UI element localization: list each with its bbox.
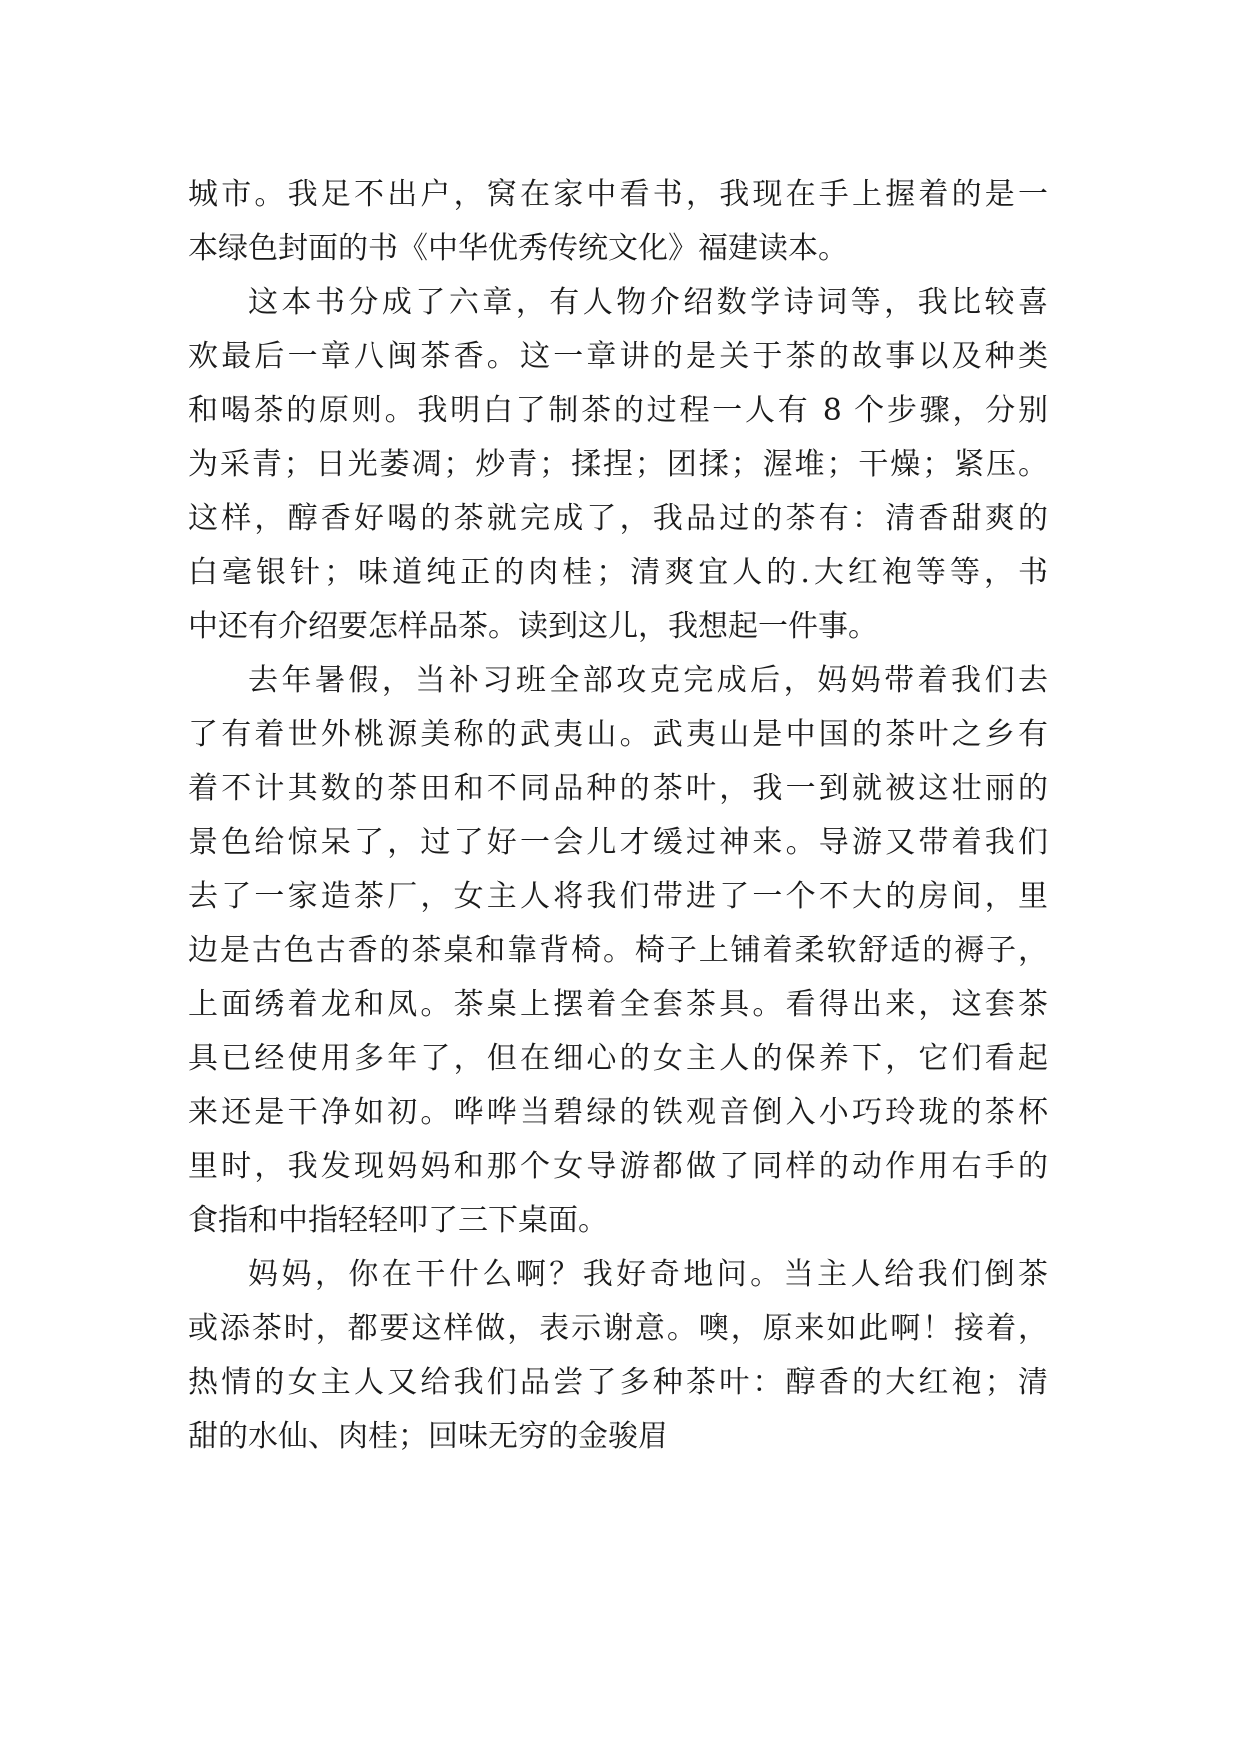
text-line: 热情的女主人又给我们品尝了多种茶叶：醇香的大红袍；清 <box>188 1365 1048 1400</box>
text-line: 去了一家造茶厂，女主人将我们带进了一个不大的房间，里 <box>188 879 1048 914</box>
text-line: 这样，醇香好喝的茶就完成了，我品过的茶有：清香甜爽的 <box>188 501 1048 536</box>
text-line: 着不计其数的茶田和不同品种的茶叶，我一到就被这壮丽的 <box>188 771 1048 806</box>
text-line: 和喝茶的原则。我明白了制茶的过程一人有 8 个步骤，分别 <box>188 393 1048 428</box>
body-text <box>188 168 1048 1464</box>
text-line: 里时，我发现妈妈和那个女导游都做了同样的动作用右手的 <box>188 1149 1048 1184</box>
text-line: 了有着世外桃源美称的武夷山。武夷山是中国的茶叶之乡有 <box>188 717 1048 752</box>
text-line: 欢最后一章八闽茶香。这一章讲的是关于茶的故事以及种类 <box>188 339 1048 374</box>
text-line: 来还是干净如初。哗哗当碧绿的铁观音倒入小巧玲珑的茶杯 <box>188 1095 1048 1130</box>
paragraph-first-line: 这本书分成了六章，有人物介绍数学诗词等，我比较喜 <box>248 285 1048 320</box>
paragraph-first-line: 妈妈，你在干什么啊？我好奇地问。当主人给我们倒茶 <box>248 1257 1048 1292</box>
text-line: 或添茶时，都要这样做，表示谢意。噢，原来如此啊！接着， <box>188 1311 1048 1346</box>
text-line: 甜的水仙、肉桂；回味无穷的金骏眉 <box>188 1419 668 1454</box>
text-line: 本绿色封面的书《中华优秀传统文化》福建读本。 <box>188 231 848 266</box>
text-line: 为采青；日光萎凋；炒青；揉捏；团揉；渥堆；干燥；紧压。 <box>188 447 1048 482</box>
text-line: 上面绣着龙和凤。茶桌上摆着全套茶具。看得出来，这套茶 <box>188 987 1048 1022</box>
text-line: 城市。我足不出户，窝在家中看书，我现在手上握着的是一 <box>188 177 1048 212</box>
text-line: 边是古色古香的茶桌和靠背椅。椅子上铺着柔软舒适的褥子， <box>188 933 1048 968</box>
text-line: 具已经使用多年了，但在细心的女主人的保养下，它们看起 <box>188 1041 1048 1076</box>
paragraph-first-line: 去年暑假，当补习班全部攻克完成后，妈妈带着我们去 <box>248 663 1048 698</box>
text-line: 景色给惊呆了，过了好一会儿才缓过神来。导游又带着我们 <box>188 825 1048 860</box>
text-line: 白毫银针；味道纯正的肉桂；清爽宜人的.大红袍等等，书 <box>188 555 1048 590</box>
text-line: 中还有介绍要怎样品茶。读到这儿，我想起一件事。 <box>188 609 878 644</box>
text-line: 食指和中指轻轻叩了三下桌面。 <box>188 1203 608 1238</box>
